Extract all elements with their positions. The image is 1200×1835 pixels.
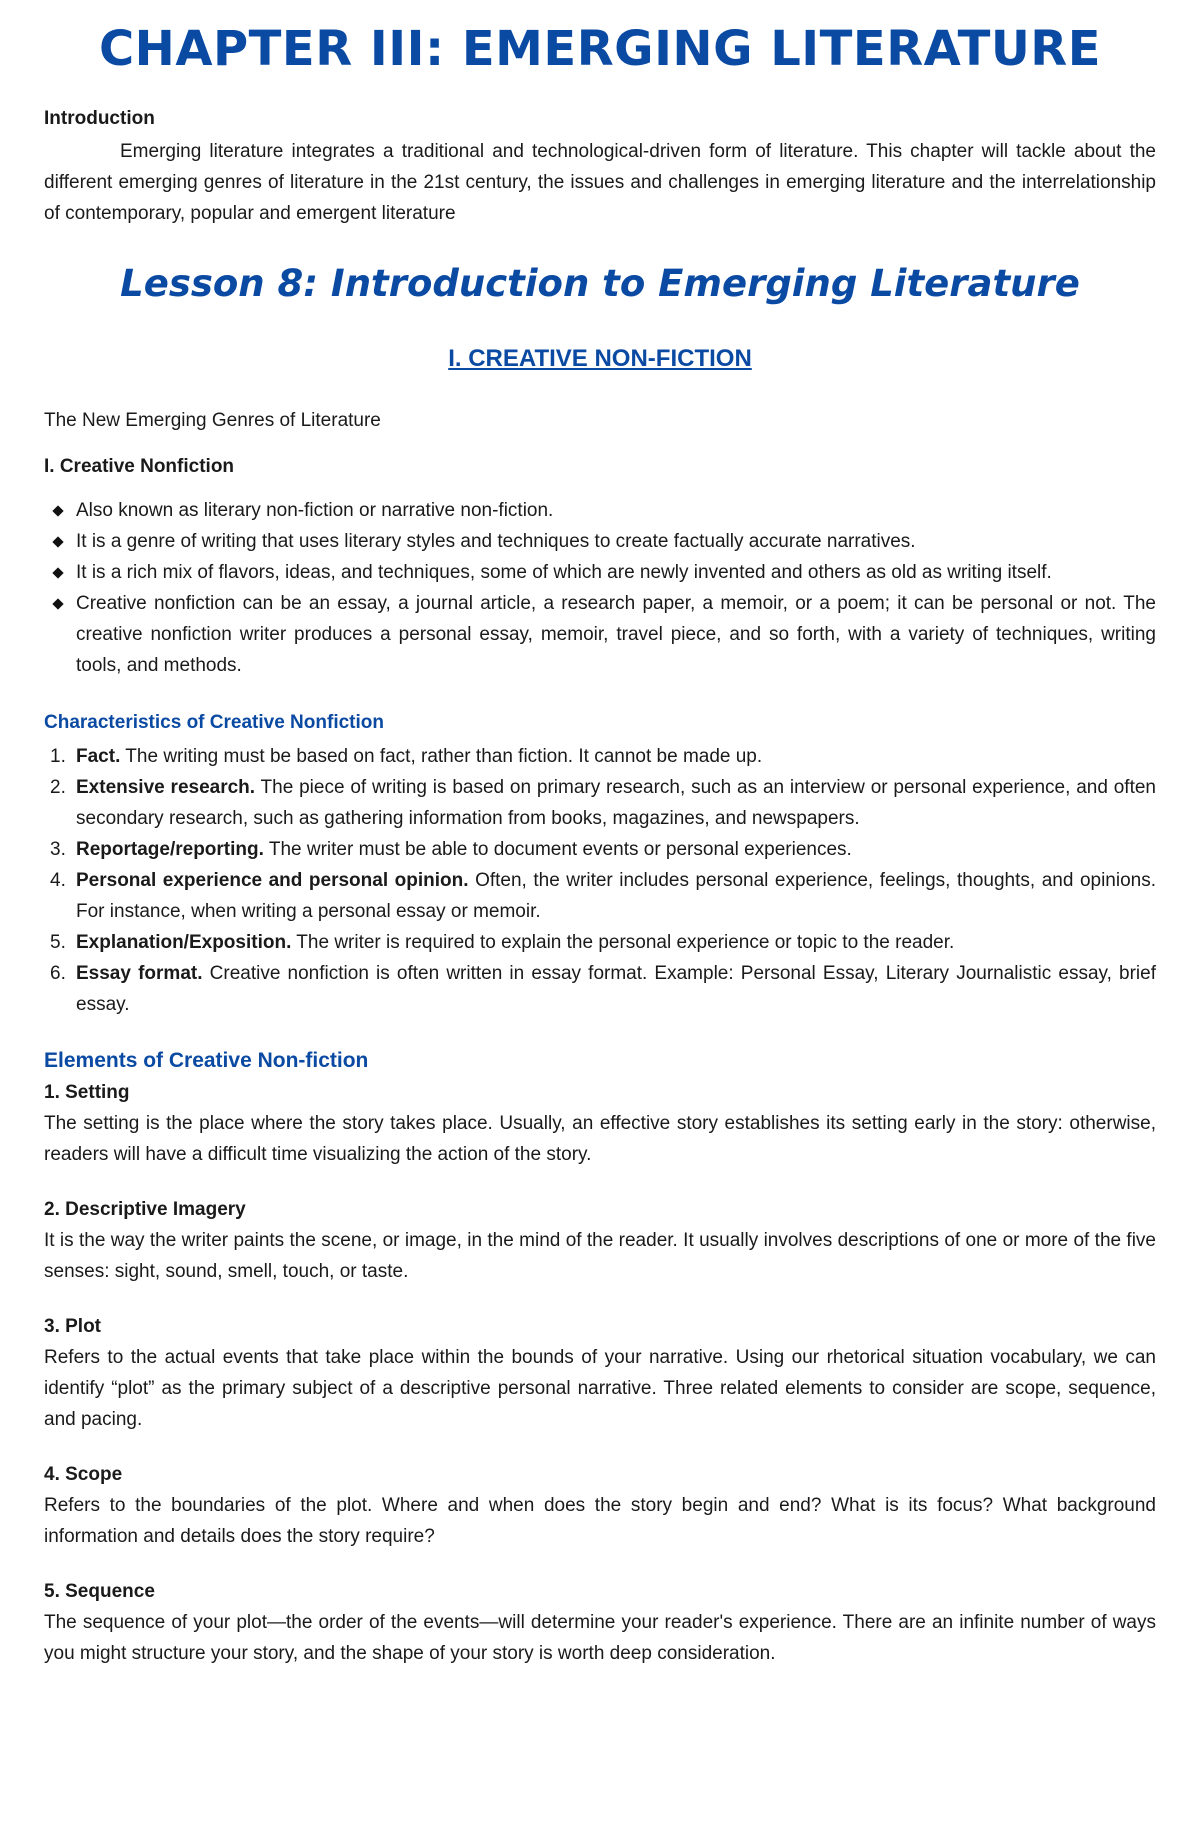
creative-nonfiction-bullets	[44, 495, 1156, 681]
item-number: 4.	[50, 870, 66, 891]
item-number: 3.	[50, 839, 66, 860]
section-title: I. CREATIVE NON-FICTION	[448, 345, 752, 372]
characteristic-text: The writer is required to explain the personal experience or topic to the reader.	[291, 932, 955, 953]
characteristic-item	[44, 958, 1156, 1020]
characteristic-term: Essay format.	[76, 963, 203, 984]
bullet-item: Also known as literary non-fiction or narrative non-fiction.	[76, 495, 1156, 526]
element-title: 4. Scope	[44, 1464, 123, 1485]
characteristics-heading: Characteristics of Creative Nonfiction	[44, 712, 384, 733]
element-text: The setting is the place where the story takes place. Usually, an effective story establishes its setting early in the story: otherwise, readers will have a difficult time visualizing the action of the story.	[44, 1113, 1156, 1165]
element-block	[44, 1460, 1156, 1552]
element-block	[44, 1195, 1156, 1287]
element-text: The sequence of your plot—the order of the events—will determine your reader's experience. There are an infinite number of ways you might structure your story, and the shape of your story is worth deep consideration.	[44, 1612, 1156, 1664]
lesson-title: Lesson 8: Introduction to Emerging Literature	[120, 262, 1080, 305]
elements-heading: Elements of Creative Non-fiction	[44, 1049, 369, 1072]
item-number: 6.	[50, 963, 66, 984]
bullet-item: It is a genre of writing that uses literary styles and techniques to create factually accurate narratives.	[76, 526, 1156, 557]
element-text: Refers to the actual events that take place within the bounds of your narrative. Using our rhetorical situation vocabulary, we can identify “plot” as the primary subject of a descriptive personal narrative. Three related elements to consider are scope, sequence, and pacing.	[44, 1347, 1156, 1430]
characteristic-term: Reportage/reporting.	[76, 839, 264, 860]
element-block	[44, 1577, 1156, 1669]
element-title: 2. Descriptive Imagery	[44, 1199, 246, 1220]
creative-nonfiction-heading: I. Creative Nonfiction	[44, 456, 235, 477]
characteristic-term: Fact.	[76, 746, 121, 767]
element-title: 3. Plot	[44, 1316, 102, 1337]
chapter-title: CHAPTER III: EMERGING LITERATURE	[98, 21, 1102, 77]
characteristic-item	[44, 772, 1156, 834]
characteristic-text: The writer must be able to document events or personal experiences.	[263, 839, 852, 860]
item-number: 1.	[50, 746, 66, 767]
characteristic-item	[44, 834, 1156, 865]
element-title: 5. Sequence	[44, 1581, 155, 1602]
introduction-text: Emerging literature integrates a traditional and technological-driven form of literature. This chapter will tackle about the different emerging genres of literature in the 21st century, the issues and challenges in emerging literature and the interrelationship of contemporary, popular and emergent literature	[44, 141, 1156, 224]
characteristic-text: Creative nonfiction is often written in essay format. Example: Personal Essay, Literary Journalistic essay, brief essay.	[76, 963, 1157, 1015]
characteristic-item	[44, 741, 1156, 772]
introduction-heading: Introduction	[44, 108, 155, 129]
characteristic-text: Often, the writer includes personal experience, feelings, thoughts, and opinions. For instance, when writing a personal essay or memoir.	[76, 870, 1156, 922]
item-number: 2.	[50, 777, 66, 798]
element-block	[44, 1312, 1156, 1435]
characteristic-text: The piece of writing is based on primary research, such as an interview or personal experience, and often secondary research, such as gathering information from books, magazines, and newspapers.	[76, 777, 1156, 829]
item-number: 5.	[50, 932, 66, 953]
element-block	[44, 1078, 1156, 1170]
characteristic-term: Personal experience and personal opinion.	[76, 870, 469, 891]
characteristic-text: The writing must be based on fact, rather than fiction. It cannot be made up.	[120, 746, 763, 767]
element-text: It is the way the writer paints the scene, or image, in the mind of the reader. It usually involves descriptions of one or more of the five senses: sight, sound, smell, touch, or taste.	[44, 1230, 1156, 1282]
characteristic-term: Extensive research.	[76, 777, 256, 798]
characteristic-term: Explanation/Exposition.	[76, 932, 292, 953]
characteristics-list	[44, 741, 1156, 1020]
bullet-item: Creative nonfiction can be an essay, a journal article, a research paper, a memoir, or a poem; it can be personal or not. The creative nonfiction writer produces a personal essay, memoir, travel piece, and so forth, with a variety of techniques, writing tools, and methods.	[76, 588, 1156, 681]
element-text: Refers to the boundaries of the plot. Where and when does the story begin and end? What is its focus? What background information and details does the story require?	[44, 1495, 1156, 1547]
characteristic-item	[44, 927, 1156, 958]
bullet-item: It is a rich mix of flavors, ideas, and techniques, some of which are newly invented and others as old as writing itself.	[76, 557, 1156, 588]
element-title: 1. Setting	[44, 1082, 130, 1103]
genres-line: The New Emerging Genres of Literature	[44, 410, 381, 431]
characteristic-item	[44, 865, 1156, 927]
